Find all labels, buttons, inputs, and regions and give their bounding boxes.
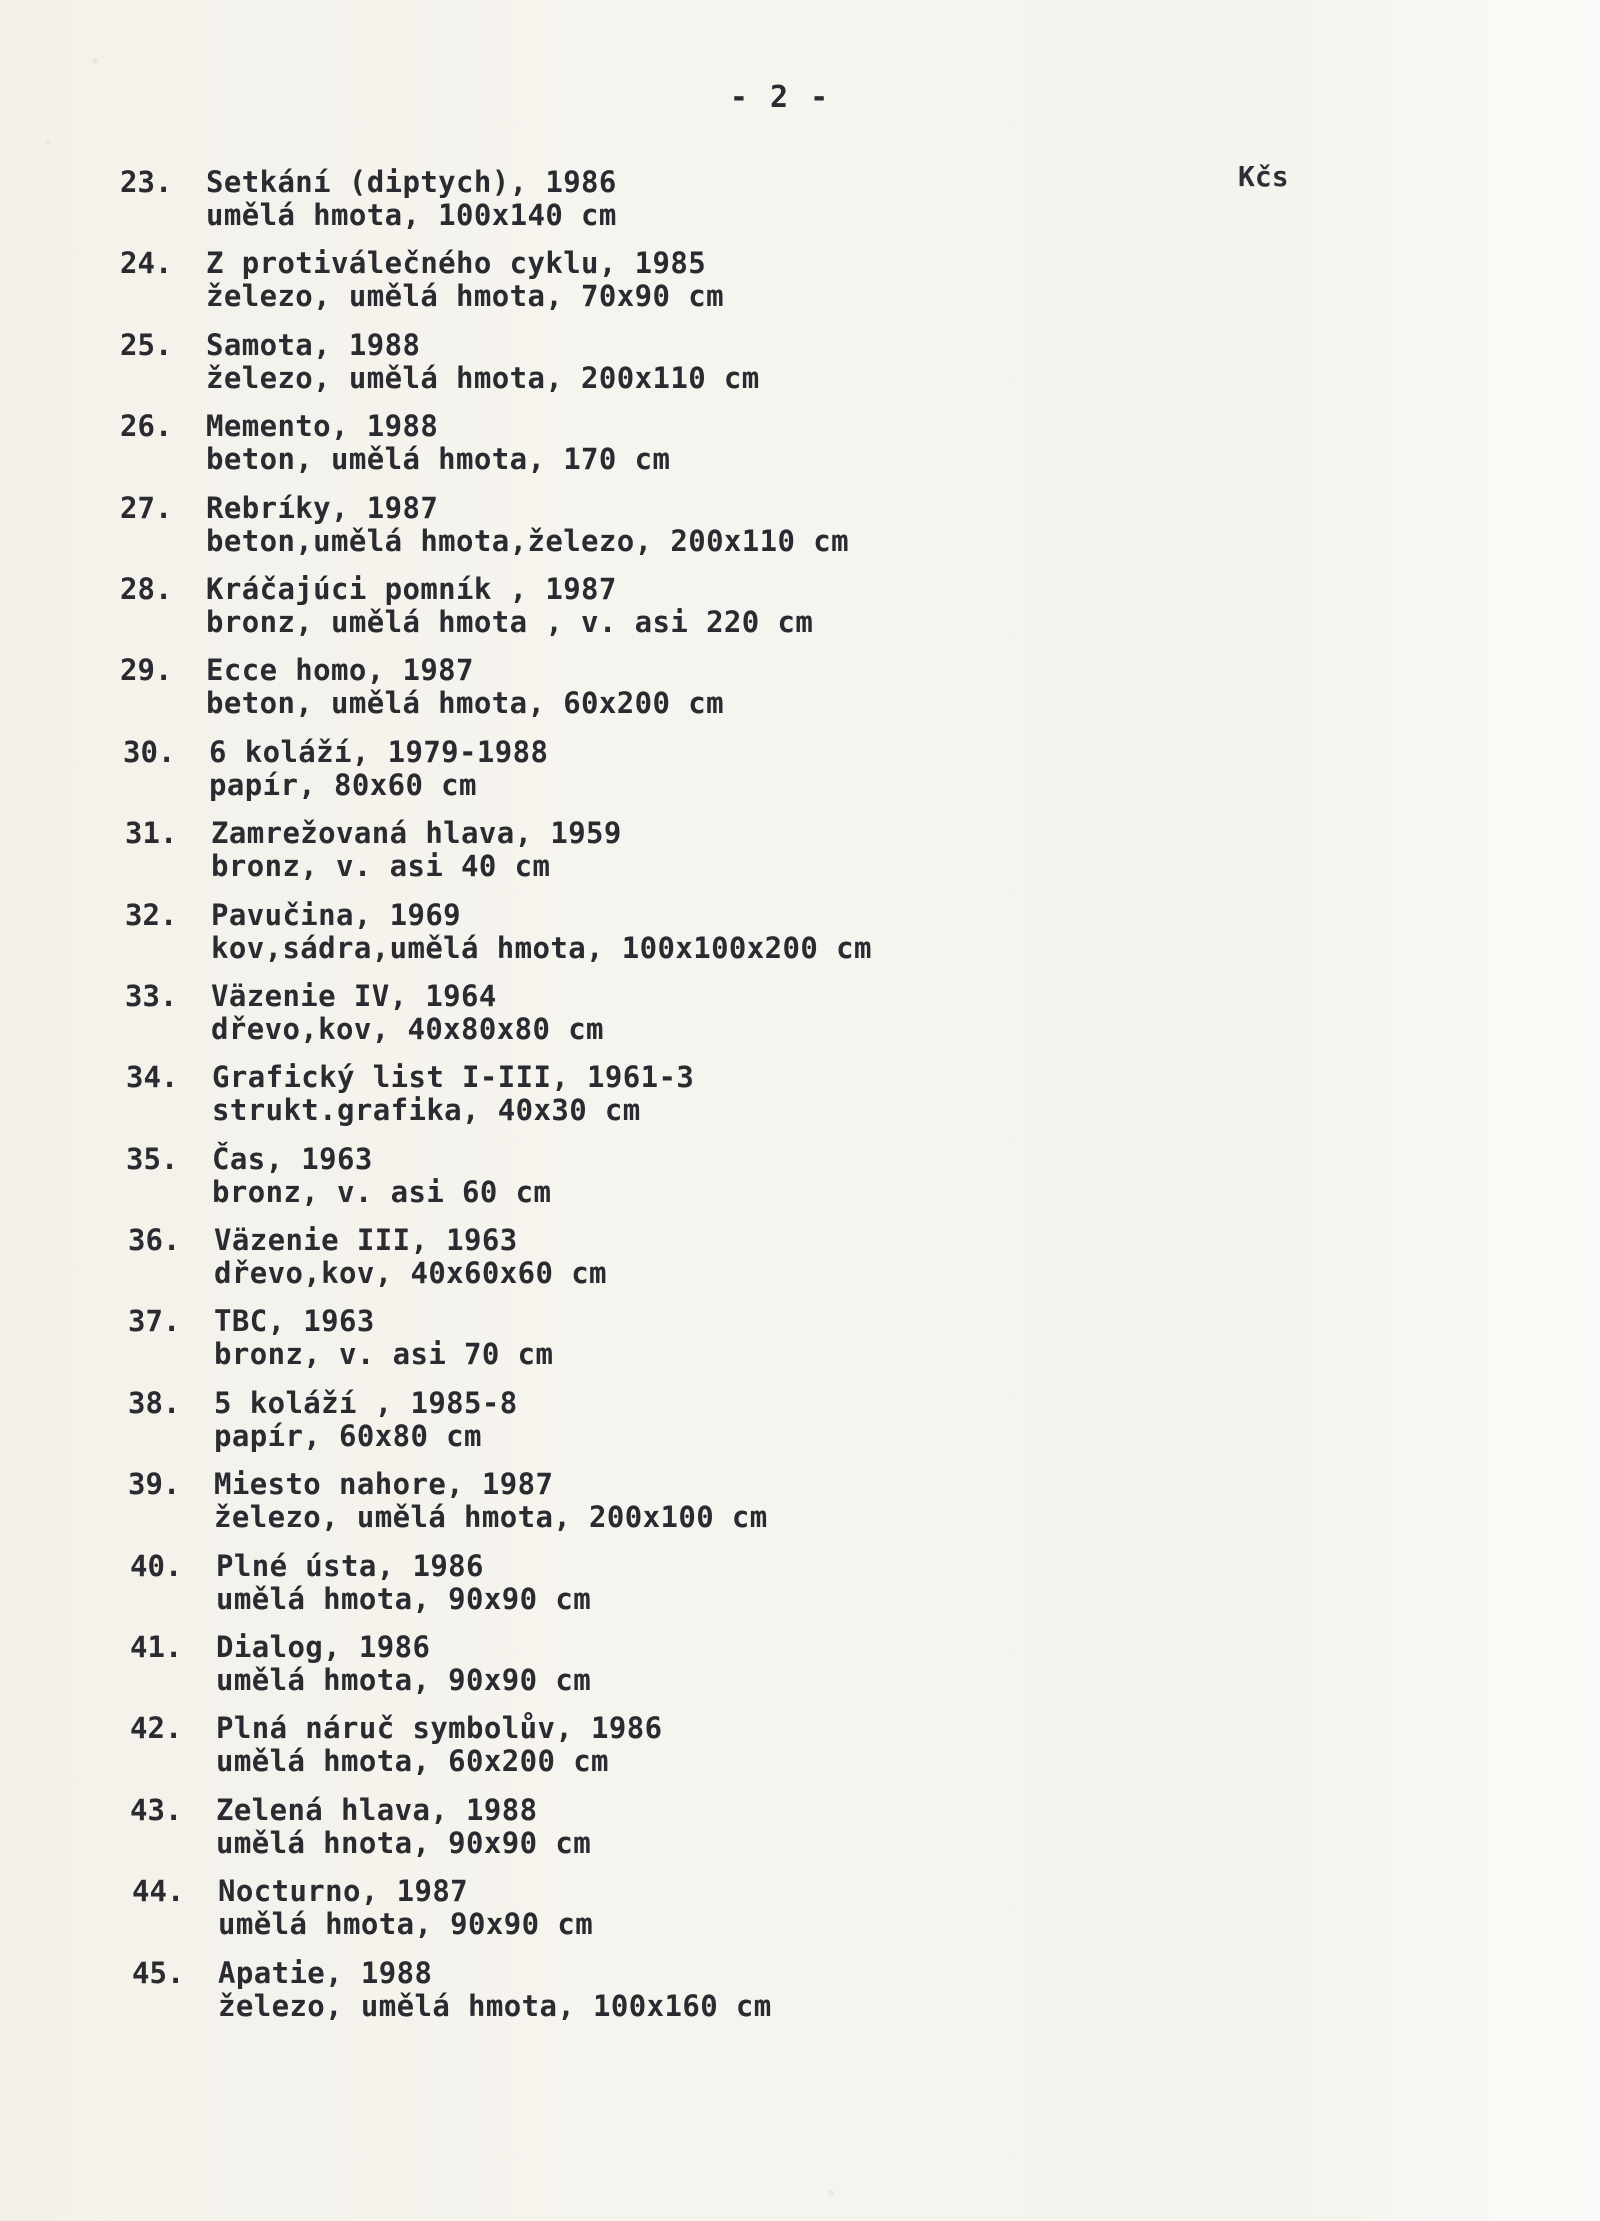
- entry-number: 26.: [120, 409, 173, 444]
- catalogue-entry: [120, 1061, 1320, 1142]
- entry-description: železo, umělá hmota, 70x90 cm: [206, 279, 724, 314]
- entry-description: umělá hmota, 60x200 cm: [216, 1744, 609, 1779]
- entry-text: [214, 1387, 518, 1468]
- catalogue-entry: [120, 736, 1320, 817]
- catalogue-entry: [120, 166, 1320, 247]
- catalogue-entry: [120, 1387, 1320, 1468]
- entry-number: 44.: [132, 1874, 185, 1909]
- entry-description: kov,sádra,umělá hmota, 100x100x200 cm: [211, 930, 872, 965]
- entry-text: [206, 492, 849, 573]
- entry-number: 24.: [120, 246, 173, 281]
- entry-title: Väzenie III, 1963: [214, 1223, 518, 1258]
- entry-description: umělá hmota, 90x90 cm: [218, 1907, 594, 1942]
- entry-text: [209, 736, 548, 817]
- catalogue-entry: [120, 492, 1320, 573]
- entry-text: [212, 1143, 551, 1224]
- entry-title: Ecce homo, 1987: [206, 653, 474, 688]
- entry-number: 37.: [128, 1304, 181, 1339]
- entry-title: Pavučina, 1969: [211, 897, 462, 932]
- catalogue-entry: [120, 980, 1320, 1061]
- entry-description: umělá hmota, 90x90 cm: [216, 1581, 592, 1616]
- entry-description: strukt.grafika, 40x30 cm: [212, 1093, 641, 1128]
- catalogue-entry: [120, 1143, 1320, 1224]
- entry-text: [206, 573, 813, 654]
- entry-number: 38.: [128, 1385, 181, 1420]
- catalogue-entry: [120, 1875, 1320, 1956]
- paper-edge-shade: [1340, 0, 1600, 2221]
- entry-number: 39.: [128, 1467, 181, 1502]
- entry-text: [211, 899, 872, 980]
- paper-spot: [92, 58, 98, 64]
- entry-text: [206, 410, 670, 491]
- entry-title: Grafický list I-III, 1961-3: [212, 1060, 695, 1095]
- entry-number: 35.: [126, 1141, 179, 1176]
- entry-text: [206, 329, 760, 410]
- entry-number: 41.: [130, 1630, 183, 1665]
- catalogue-entry: [120, 247, 1320, 328]
- entry-description: bronz, umělá hmota , v. asi 220 cm: [206, 604, 814, 639]
- entry-number: 25.: [120, 327, 173, 362]
- entry-text: [214, 1224, 607, 1305]
- entry-text: [218, 1875, 593, 1956]
- entry-number: 31.: [125, 816, 178, 851]
- entry-title: TBC, 1963: [214, 1304, 375, 1339]
- entry-description: papír, 80x60 cm: [209, 767, 477, 802]
- entry-text: [216, 1712, 663, 1793]
- entry-number: 27.: [120, 490, 173, 525]
- entry-title: Setkání (diptych), 1986: [206, 165, 617, 199]
- entry-text: [216, 1550, 591, 1631]
- catalogue-entry: [120, 1631, 1320, 1712]
- entry-number: 45.: [132, 1955, 185, 1990]
- page-number: - 2 -: [729, 80, 831, 115]
- entry-title: Zamrežovaná hlava, 1959: [211, 816, 622, 851]
- entry-text: [206, 166, 617, 247]
- entry-title: Plné ústa, 1986: [216, 1548, 484, 1583]
- catalogue-entry: [120, 654, 1320, 735]
- entry-description: umělá hmota, 100x140 cm: [206, 198, 617, 232]
- entry-description: beton,umělá hmota,železo, 200x110 cm: [206, 523, 849, 558]
- entry-description: bronz, v. asi 60 cm: [212, 1174, 552, 1209]
- entry-description: umělá hnota, 90x90 cm: [216, 1825, 592, 1860]
- entry-text: [206, 654, 724, 735]
- entry-text: [206, 247, 724, 328]
- catalogue-entry: [120, 1957, 1320, 2038]
- entry-title: Miesto nahore, 1987: [214, 1467, 554, 1502]
- entry-text: [216, 1794, 591, 1875]
- entry-title: Apatie, 1988: [218, 1955, 433, 1990]
- entry-number: 33.: [125, 978, 178, 1013]
- entry-text: [211, 817, 622, 898]
- entry-description: železo, umělá hmota, 100x160 cm: [218, 1988, 772, 2023]
- entry-text: [214, 1305, 553, 1386]
- entry-number: 34.: [126, 1060, 179, 1095]
- entry-title: Väzenie IV, 1964: [211, 978, 497, 1013]
- entry-title: Čas, 1963: [212, 1141, 373, 1176]
- entry-title: Samota, 1988: [206, 327, 421, 362]
- paper-spot: [46, 140, 51, 145]
- entry-number: 43.: [130, 1792, 183, 1827]
- catalogue-entry: [120, 817, 1320, 898]
- catalogue-entry: [120, 1550, 1320, 1631]
- entry-title: Dialog, 1986: [216, 1630, 431, 1665]
- entry-text: [216, 1631, 591, 1712]
- entry-number: 42.: [130, 1711, 183, 1746]
- entry-description: bronz, v. asi 40 cm: [211, 849, 551, 884]
- paper-spot: [828, 2190, 834, 2196]
- catalogue-entry: [120, 1794, 1320, 1875]
- catalogue-entry: [120, 1305, 1320, 1386]
- entry-number: 30.: [123, 734, 176, 769]
- catalogue-entry: [120, 1712, 1320, 1793]
- entry-text: [218, 1957, 772, 2038]
- entry-title: Zelená hlava, 1988: [216, 1792, 538, 1827]
- entry-number: 29.: [120, 653, 173, 688]
- entry-description: beton, umělá hmota, 170 cm: [206, 442, 671, 477]
- entry-description: beton, umělá hmota, 60x200 cm: [206, 686, 724, 721]
- catalogue-entry: [120, 1224, 1320, 1305]
- entry-number: 28.: [120, 571, 173, 606]
- entry-description: papír, 60x80 cm: [214, 1418, 482, 1453]
- entry-text: [214, 1468, 768, 1549]
- entry-title: Z protiválečného cyklu, 1985: [206, 246, 707, 281]
- currency-column-header: Kčs: [1238, 160, 1289, 193]
- entry-number: 32.: [125, 897, 178, 932]
- entry-text: [211, 980, 604, 1061]
- entry-title: Plná náruč symbolův, 1986: [216, 1711, 663, 1746]
- catalogue-entry: [120, 573, 1320, 654]
- entry-title: Nocturno, 1987: [218, 1874, 469, 1909]
- entry-description: železo, umělá hmota, 200x110 cm: [206, 360, 760, 395]
- entry-title: 6 koláží, 1979-1988: [209, 734, 549, 769]
- entry-title: Rebríky, 1987: [206, 490, 439, 525]
- catalogue-list: [120, 166, 1320, 2038]
- entry-description: bronz, v. asi 70 cm: [214, 1337, 554, 1372]
- entry-title: Memento, 1988: [206, 409, 439, 444]
- catalogue-entry: [120, 1468, 1320, 1549]
- catalogue-entry: [120, 410, 1320, 491]
- entry-description: dřevo,kov, 40x80x80 cm: [211, 1011, 604, 1046]
- entry-text: [212, 1061, 694, 1142]
- catalogue-entry: [120, 899, 1320, 980]
- entry-description: železo, umělá hmota, 200x100 cm: [214, 1500, 768, 1535]
- entry-title: 5 koláží , 1985-8: [214, 1385, 518, 1420]
- catalogue-entry: [120, 329, 1320, 410]
- entry-description: dřevo,kov, 40x60x60 cm: [214, 1256, 607, 1291]
- entry-number: 40.: [130, 1548, 183, 1583]
- entry-description: umělá hmota, 90x90 cm: [216, 1663, 592, 1698]
- entry-number: 23.: [120, 165, 173, 199]
- entry-number: 36.: [128, 1223, 181, 1258]
- entry-title: Kráčajúci pomník , 1987: [206, 571, 617, 606]
